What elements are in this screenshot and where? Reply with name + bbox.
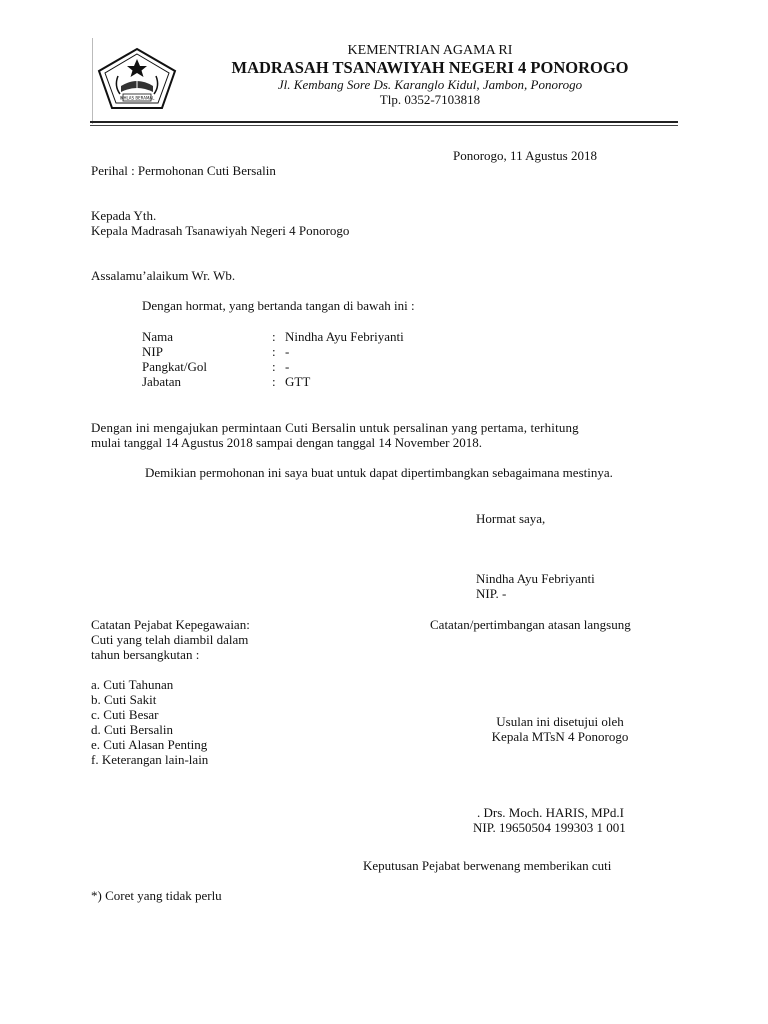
list-item: e. Cuti Alasan Penting xyxy=(91,737,208,752)
list-item: a. Cuti Tahunan xyxy=(91,677,174,692)
body-line-2: mulai tanggal 14 Agustus 2018 sampai dengan tanggal 14 November 2018. xyxy=(91,435,483,450)
hr-notes-line-2: Cuti yang telah diambil dalam xyxy=(91,632,249,647)
recipient-line-2: Kepala Madrasah Tsanawiyah Negeri 4 Ponorogo xyxy=(91,223,350,238)
approver-nip: NIP. 19650504 199303 1 001 xyxy=(473,820,626,835)
field-label-pangkat: Pangkat/Gol xyxy=(142,359,207,374)
field-label-nip: NIP xyxy=(142,344,163,359)
recipient-line-1: Kepada Yth. xyxy=(91,208,157,223)
regards: Hormat saya, xyxy=(476,511,546,526)
list-item: f. Keterangan lain-lain xyxy=(91,752,209,767)
header-rule-thin xyxy=(90,125,678,126)
left-margin-line xyxy=(92,38,93,124)
field-value-nip: - xyxy=(285,344,290,359)
school-name: MADRASAH TSANAWIYAH NEGERI 4 PONOROGO xyxy=(231,58,629,77)
signer-name: Nindha Ayu Febriyanti xyxy=(476,571,595,586)
decision-line: Keputusan Pejabat berwenang memberikan cuti xyxy=(363,858,612,873)
signer-nip: NIP. - xyxy=(476,586,507,601)
field-label-nama: Nama xyxy=(142,329,174,344)
header-rule-thick xyxy=(90,121,678,123)
hr-notes-line-3: tahun bersangkutan : xyxy=(91,647,200,662)
greeting: Assalamu’alaikum Wr. Wb. xyxy=(91,268,236,283)
intro-line: Dengan hormat, yang bertanda tangan di bawah ini : xyxy=(142,298,415,313)
field-sep: : xyxy=(272,329,276,344)
school-address: Jl. Kembang Sore Ds. Karanglo Kidul, Jambon, Ponorogo xyxy=(277,77,583,92)
approval-line-1: Usulan ini disetujui oleh xyxy=(496,714,624,729)
field-label-jabatan: Jabatan xyxy=(142,374,181,389)
footnote: *) Coret yang tidak perlu xyxy=(91,888,222,903)
supervisor-notes-title: Catatan/pertimbangan atasan langsung xyxy=(430,617,631,632)
place-date: Ponorogo, 11 Agustus 2018 xyxy=(453,148,597,163)
field-sep: : xyxy=(272,344,276,359)
ministry-name: KEMENTRIAN AGAMA RI xyxy=(347,43,513,58)
ministry-logo xyxy=(96,46,178,112)
list-item: b. Cuti Sakit xyxy=(91,692,157,707)
field-sep: : xyxy=(272,374,276,389)
field-value-pangkat: - xyxy=(285,359,290,374)
hr-notes-title: Catatan Pejabat Kepegawaian: xyxy=(91,617,250,632)
approval-line-2: Kepala MTsN 4 Ponorogo xyxy=(491,729,629,744)
list-item: c. Cuti Besar xyxy=(91,707,159,722)
closing-line: Demikian permohonan ini saya buat untuk dapat dipertimbangkan sebagaimana mestinya. xyxy=(145,465,613,480)
field-value-nama: Nindha Ayu Febriyanti xyxy=(285,329,404,344)
body-line-1: Dengan ini mengajukan permintaan Cuti Bersalin untuk persalinan yang pertama, terhitung xyxy=(91,420,579,435)
subject-line: Perihal : Permohonan Cuti Bersalin xyxy=(91,163,276,178)
field-value-jabatan: GTT xyxy=(285,374,311,389)
approver-name: . Drs. Moch. HARIS, MPd.I xyxy=(477,805,624,820)
logo-caption: IKHLAS BERAMAL xyxy=(119,95,155,101)
field-sep: : xyxy=(272,359,276,374)
school-phone: Tlp. 0352-7103818 xyxy=(379,92,481,107)
list-item: d. Cuti Bersalin xyxy=(91,722,173,737)
